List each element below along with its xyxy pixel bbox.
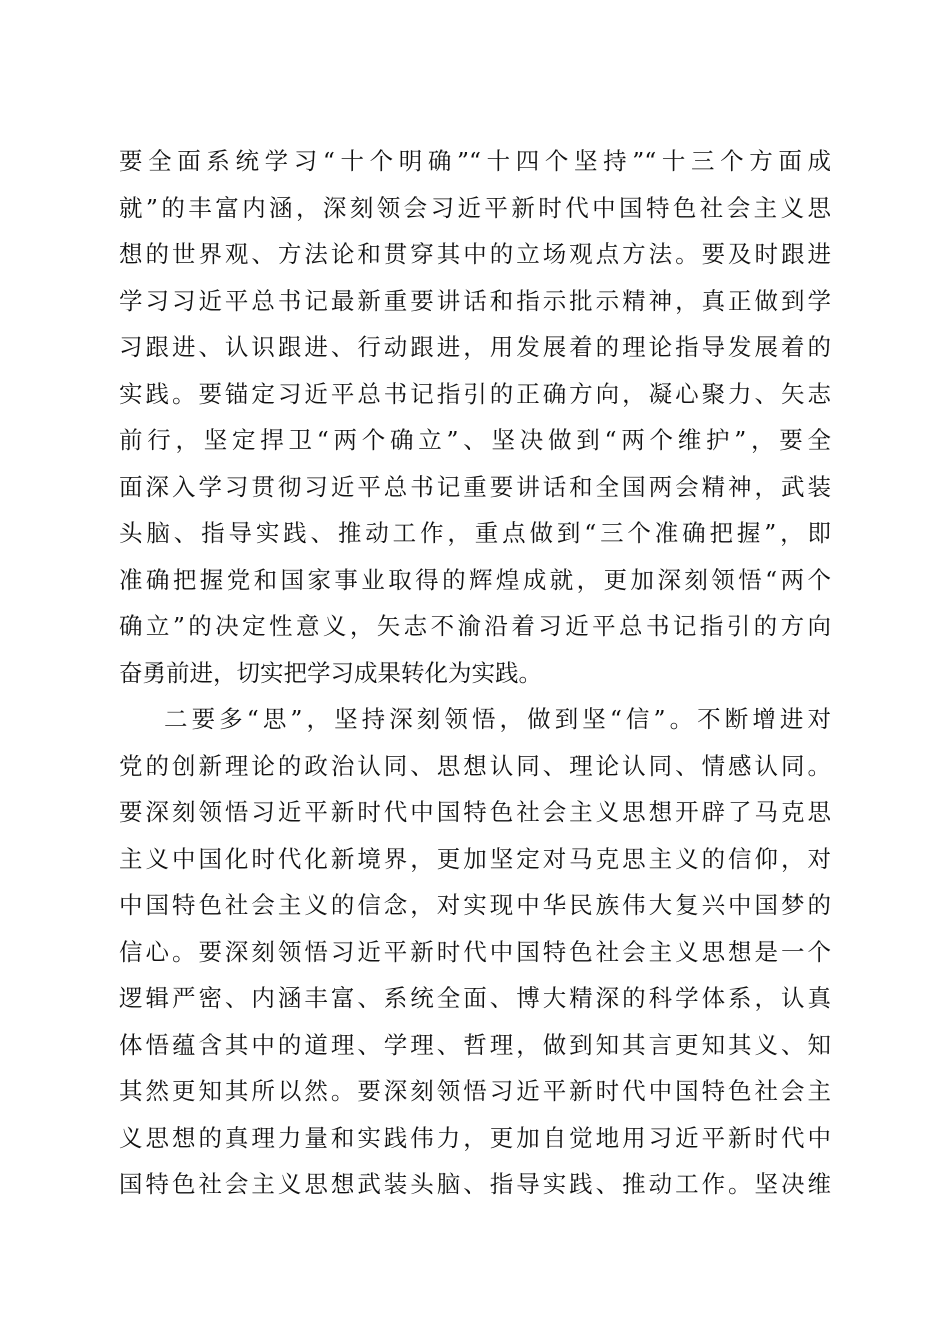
text-line: 学习习近平总书记最新重要讲话和指示批示精神，真正做到学 xyxy=(119,286,831,315)
text-line: 义思想的真理力量和实践伟力，更加自觉地用习近平新时代中 xyxy=(119,1123,831,1152)
text-line: 要全面系统学习“十个明确”“十四个坚持”“十三个方面成 xyxy=(119,147,831,175)
text-line: 实践。要锚定习近平总书记指引的正确方向，凝心聚力、矢志 xyxy=(119,379,831,408)
text-line: 国特色社会主义思想武装头脑、指导实践、推动工作。坚决维 xyxy=(119,1170,831,1198)
text-line: 要深刻领悟习近平新时代中国特色社会主义思想开辟了马克思 xyxy=(119,798,831,826)
text-line: 体悟蕴含其中的道理、学理、哲理，做到知其言更知其义、知 xyxy=(119,1030,831,1059)
text-line: 准确把握党和国家事业取得的辉煌成就，更加深刻领悟“两个 xyxy=(119,565,831,594)
text-line: 想的世界观、方法论和贯穿其中的立场观点方法。要及时跟进 xyxy=(119,240,831,268)
text-line: 逻辑严密、内涵丰富、系统全面、博大精深的科学体系，认真 xyxy=(119,984,831,1012)
text-line: 信心。要深刻领悟习近平新时代中国特色社会主义思想是一个 xyxy=(119,937,831,966)
text-line: 奋勇前进，切实把学习成果转化为实践。 xyxy=(119,658,542,687)
text-line: 面深入学习贯彻习近平总书记重要讲话和全国两会精神，武装 xyxy=(119,472,831,501)
text-line: 前行，坚定捍卫“两个确立”、坚决做到“两个维护”，要全 xyxy=(119,426,831,454)
text-line: 就”的丰富内涵，深刻领会习近平新时代中国特色社会主义思 xyxy=(119,193,831,222)
text-line: 习跟进、认识跟进、行动跟进，用发展着的理论指导发展着的 xyxy=(119,333,831,361)
text-line: 确立”的决定性意义，矢志不渝沿着习近平总书记指引的方向 xyxy=(119,612,831,640)
text-line: 其然更知其所以然。要深刻领悟习近平新时代中国特色社会主 xyxy=(119,1077,831,1105)
text-line: 中国特色社会主义的信念，对实现中华民族伟大复兴中国梦的 xyxy=(119,891,831,919)
text-line: 党的创新理论的政治认同、思想认同、理论认同、情感认同。 xyxy=(119,751,831,780)
body-text xyxy=(119,138,831,1208)
text-line: 主义中国化时代化新境界，更加坚定对马克思主义的信仰，对 xyxy=(119,844,831,873)
paragraph-start-line: 二要多“思”，坚持深刻领悟，做到坚“信”。不断增进对 xyxy=(164,705,831,733)
text-line: 头脑、指导实践、推动工作，重点做到“三个准确把握”，即 xyxy=(119,519,831,547)
